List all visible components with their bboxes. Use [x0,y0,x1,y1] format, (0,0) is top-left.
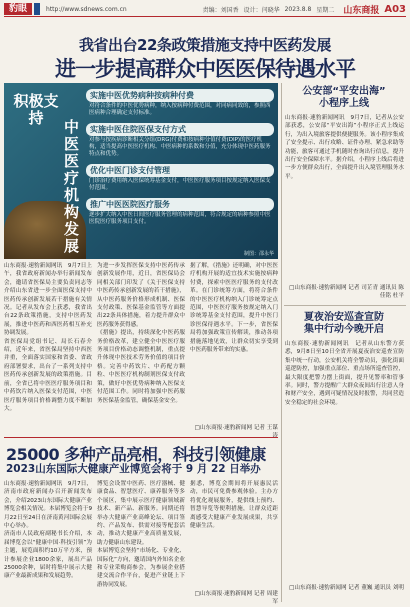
side-top-byline: □山东商报·速豹新闻网 记者 司芷青 通讯员 陈佳铭 杜平 [289,285,404,300]
policy-box-title: 实施中医优势病种按病种付费 [86,89,274,102]
policy-box-text: 对符合条件的中医优势病种，纳入按病种付费范围，对同病同效的，参照西医病种合理确定支付标准。 [89,103,271,116]
lead-byline: □山东商报·速豹新闻网 记者 王谋 [194,425,278,431]
section-divider [4,437,278,438]
lead-kicker: 我省出台22条政策措施支持中医药发展 [79,36,331,54]
side-divider [284,305,406,306]
side-bottom-title: 夏夜治安巡查宣防 集中行动今晚开启 [304,312,384,335]
policy-box-text: 逐步扩大纳入中医日间医疗服务管理的病种范围，符合规定的病种参照中医医院医疗服务项目支付。 [89,212,271,225]
bottom-column-2: 博览会设置中医药、医疗器械、健康食品、智慧医疗、康养服务等多个展区，集中展示医疗健康领域新技术、新产品、新服务。同期还将举办大健康产业高峰论坛、项目签约、产品发布、供需对接等配套活动，推动大健康产业高质量发展，助力健康山东建设。 本届博览会坚持“市场化、专业化、国际化”方向，邀请国内外知名企业和专业采购商参会，为参展企业搭建交流合作平台，促进产业链上下游协同发展。 [97,481,185,588]
bottom-headline: 25000 多种产品亮相，科技引领健康 [6,445,266,464]
masthead-rule [34,3,40,15]
masthead-url[interactable]: http://www.sdnews.com.cn [46,5,127,13]
bottom-column-1: 山东商报·速豹新闻网讯 9月7日，济南市政府新闻办召开新闻发布会，介绍2023山东国际大健康产业博览会相关情况。本届博览会将于9月22日至24日在济南黄河国际会展中心举办。 济南市人民政府副秘书长介绍，本届博览会以“健康中国·科技引领”为主题，展览面积约10万平方米，预计参展企业1800余家，展出产品25000余种，届时将集中展示大健康产业最新成果和发展趋势。 [4,481,92,580]
policy-box [86,198,274,227]
bottom-subheadline: 2023山东国际大健康产业博览会将于 9 月 22 日举办 [6,463,261,475]
feature-graphic [4,83,278,259]
policy-box [86,89,274,118]
page-number: A03 [384,3,406,15]
feature-vertical-title: 积极支持 [13,92,59,127]
policy-box-text: 对参与按疾病诊断相关分组(DRG)付费和按病种分值付费(DIP)的医疗机构，适当提高中医医疗机构、中医病种的系数和分值，充分体现中医药服务特点和优势。 [89,137,271,157]
policy-box-title: 优化中医门诊支付管理 [86,164,274,177]
policy-box-title: 推广中医医院医疗服务 [86,198,274,211]
side-bottom-byline: □山东商报·速豹新闻网 记者 董巍 通讯员 刘明 [289,585,404,591]
lead-headline: 进一步提高群众中医医保待遇水平 [55,57,355,81]
issue-weekday: 星期二 [316,6,335,14]
bottom-column-3: 据悉，博览会期间将开展惠民活动，市民可免费参观体验。主办方将优化观展服务，提供线上预约、智慧导览等便利措施，让群众近距离感受大健康产业发展成果，共享健康生活。 [190,481,278,530]
policy-box [86,164,274,193]
masthead-meta [203,3,406,16]
masthead [4,2,406,17]
side-top-body: 山东商报·速豹新闻网讯 9月7日，记者从公安部获悉，公安部“平安出海”小程序正式上线运行，为出入境旅客提供便捷服务。该小程序集成了安全提示、出行攻略、证件办理、紧急求助等功能，旅客可通过手机随时查询出行信息，提升出行安全保障水平。据介绍，小程序上线后将进一步方便群众出行，全面提升出入境管理服务水平。 [285,115,404,180]
column-divider [281,83,282,602]
lead-column-2: 为进一步发挥医保支持中医药传承创新发展作用，近日，省医保局会同相关部门印发了《关于医保支持中医药传承创新发展的若干措施》，从中医药服务价格形成机制、医保支付政策、医保基金监管等方面提出22条具体措施，着力提升群众中医药服务获得感。 《措施》提出，持续深化中医药服务价格改革，建立健全中医医疗服务项目价格动态调整机制，重点提升体现中医技术劳务价值的项目价格。完善中药饮片、中药配方颗粒、中医医疗机构制剂医保支付政策，做好中医优势病种纳入医保支付范围工作。同时将加强中医药服务医保基金监管，确保基金安全。 [97,263,185,404]
masthead-logo: 豹眼 [4,3,32,15]
issue-date: 2023.8.8 [284,5,312,13]
editor-credit: 责编：刘国香 [202,6,239,14]
side-top-title: 公安部“平安出海” 小程序上线 [302,86,386,109]
bottom-byline: □山东商报·速豹新闻网 记者 周建军 [194,591,278,606]
policy-box-title: 实施中医住院医保支付方式 [86,123,274,136]
policy-box-text: 门诊治疗费用纳入医保统筹基金支付，中医医疗服务项目按规定纳入医保支付范围。 [89,178,271,191]
lead-column-3: 据了解，《措施》还明确，对中医医疗机构开展的适宜技术实施按病种付费，探索中医医疗服务的支付改革。在门诊统筹方面，将符合条件的中医医疗机构纳入门诊统筹定点范围，中医医疗服务按规定纳入门诊统筹基金支付范围，提升中医门诊医保待遇水平。下一步，省医保局将加强政策宣传解读，推动各项措施落地见效，让群众切实享受到中医药服务带来的实惠。 [190,263,278,354]
paper-name: 山东商报 [343,5,380,16]
feature-vertical-title-2: 中医医疗机构发展 [64,118,80,255]
policy-boxes [86,89,274,232]
designer-credit: 设计：闫晓华 [243,6,280,14]
side-bottom-body: 山东商报·速豹新闻网讯 记者从山东警方获悉，9月8日至10日全省开展夏夜治安巡查宣防集中统一行动，公安机关将全警动员，强化街面巡逻防控，加强重点部位、重点场所巡查管控，最大限度把警力摆上街面，提升见警率和管事率。同时，警方提醒广大群众夜间出行注意人身和财产安全，遇到可疑情况及时报警，共同营造安全稳定的社会环境。 [285,341,404,406]
policy-box [86,123,274,159]
graphic-credit: 制图：邵永华 [243,251,274,257]
lead-column-1: 山东商报·速豹新闻网讯 9月7日上午，我省政府新闻办举行新闻发布会，邀请省医保局主要负责同志等介绍山东省进一步全面医保支持中医药传承创新发展若干措施有关情况。记者从发布会上获悉，我省出台22条政策措施，支持中医药发展，推进中医药和西医药相互补充协调发展。 省医保局党组书记、局长石春介绍，近年来，省医保局坚持中西医并重，全面落实国家和省委、省政府部署要求，出台了一系列支持中医药传承创新发展的政策措施。目前，全省已将中医医疗服务项目和中药饮片纳入医保支付范围，中医医疗服务项目价格调整力度不断加大。 [4,263,92,412]
